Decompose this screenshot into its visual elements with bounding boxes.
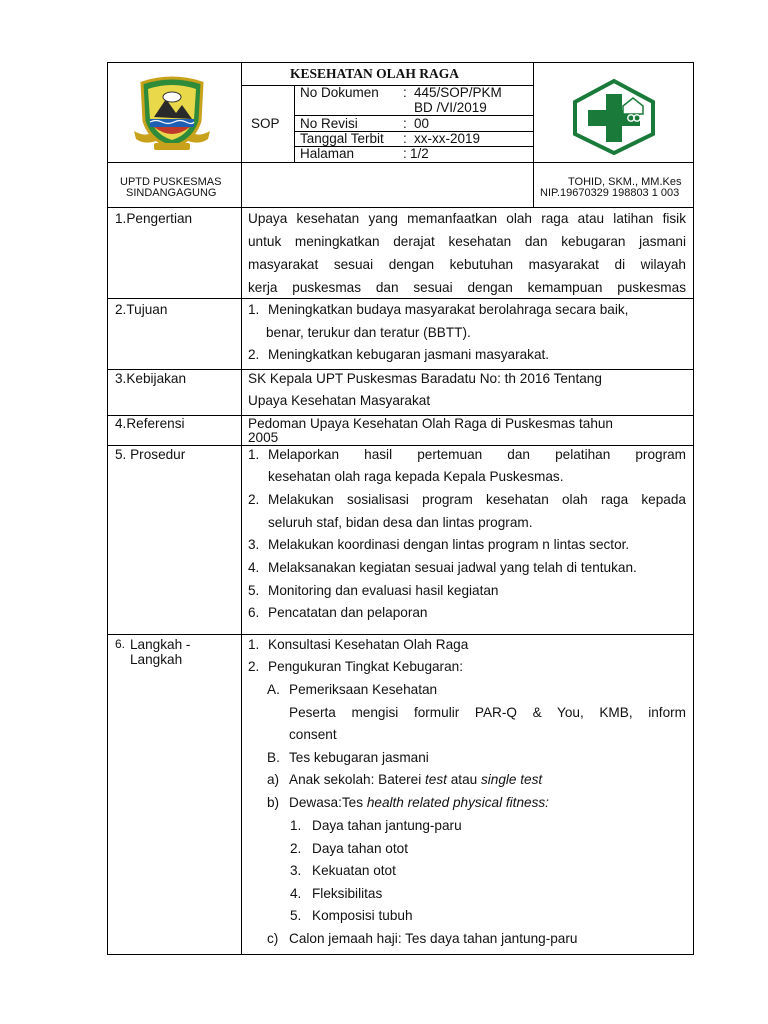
field-label-halaman: Halaman <box>300 146 355 161</box>
section-label-langkah: Langkah - <box>130 637 191 652</box>
field-value-tanggal-terbit: xx-xx-2019 <box>414 131 481 146</box>
kebijakan-line: SK Kepala UPT Puskesmas Baradatu No: th 2016 Tentang <box>248 371 602 386</box>
fitness-item: Fleksibilitas <box>312 886 383 901</box>
langkah-sub: Tes kebugaran jasmani <box>289 750 429 765</box>
tujuan-item-cont: benar, terukur dan teratur (BBTT). <box>266 325 471 340</box>
grid-line <box>107 445 694 446</box>
prosedur-item-num: 5. <box>248 583 260 598</box>
text-run: atau <box>446 772 481 787</box>
prosedur-item: Melakukan sosialisasi program kesehatan olah raga kepada <box>268 492 686 507</box>
tujuan-item: Meningkatkan budaya masyarakat berolahraga secara baik, <box>268 302 629 317</box>
text-run-italic: test <box>425 772 447 787</box>
section-label-prosedur: 5. Prosedur <box>115 447 186 462</box>
langkah-item: Konsultasi Kesehatan Olah Raga <box>268 637 469 652</box>
field-value-no-dokumen: 445/SOP/PKM <box>414 85 502 100</box>
langkah-sub-anak <box>289 772 542 787</box>
tujuan-item: Meningkatkan kebugaran jasmani masyarakat. <box>268 347 550 362</box>
prosedur-item: Melakukan koordinasi dengan lintas program n lintas sector. <box>268 537 630 552</box>
langkah-sub-dewasa <box>289 795 549 810</box>
prosedur-item-cont: kesehatan olah raga kepada Kepala Puskesmas. <box>268 469 564 484</box>
section-label-kebijakan: 3.Kebijakan <box>115 371 187 386</box>
langkah-sub: Pemeriksaan Kesehatan <box>289 682 438 697</box>
grid-line <box>107 369 694 370</box>
pengertian-line: Upaya kesehatan yang memanfaatkan olah raga atau latihan fisik <box>248 211 686 226</box>
prosedur-item: Melaporkan hasil pertemuan dan pelatihan program <box>268 447 686 462</box>
sop-label: SOP <box>251 116 280 131</box>
tujuan-item-num: 2. <box>248 347 260 362</box>
langkah-sub-num: b) <box>267 795 280 810</box>
grid-line <box>107 162 694 163</box>
prosedur-item-num: 6. <box>248 605 260 620</box>
field-sep: : <box>403 146 407 161</box>
org-name-line1: UPTD PUSKESMAS <box>120 176 222 188</box>
prosedur-item: Melaksanakan kegiatan sesuai jadwal yang telah di tentukan. <box>268 560 637 575</box>
field-sep: : <box>403 131 407 146</box>
field-label-tanggal-terbit: Tanggal Terbit <box>300 131 384 146</box>
langkah-item-num: 2. <box>248 659 260 674</box>
prosedur-item-num: 3. <box>248 537 260 552</box>
text-run-italic: health related physical fitness: <box>366 795 549 810</box>
prosedur-item: Monitoring dan evaluasi hasil kegiatan <box>268 583 499 598</box>
grid-line <box>107 634 694 635</box>
langkah-sub-num: A. <box>267 682 280 697</box>
text-run-italic: single test <box>480 772 543 787</box>
field-label-no-revisi: No Revisi <box>300 116 358 131</box>
section-label-num: 6. <box>115 637 126 651</box>
kebijakan-line: Upaya Kesehatan Masyarakat <box>248 393 431 408</box>
signer-name: TOHID, SKM., MM.Kes <box>568 176 682 188</box>
text-run: Dewasa:Tes <box>289 795 367 810</box>
prosedur-item-num: 2. <box>248 492 260 507</box>
fitness-item: Daya tahan otot <box>312 841 408 856</box>
fitness-item: Kekuatan otot <box>312 863 396 878</box>
field-value-no-revisi: 00 <box>414 116 430 131</box>
fitness-item-num: 4. <box>290 886 302 901</box>
langkah-sub-num: B. <box>267 750 280 765</box>
grid-line <box>294 85 295 162</box>
langkah-sub-desc-cont: consent <box>289 727 337 742</box>
prosedur-item-num: 4. <box>248 560 260 575</box>
org-name-line2: SINDANGAGUNG <box>126 187 217 199</box>
fitness-item-num: 1. <box>290 818 302 833</box>
section-label-tujuan: 2.Tujuan <box>115 302 168 317</box>
field-sep: : <box>403 116 407 131</box>
fitness-item-num: 3. <box>290 863 302 878</box>
fitness-item: Komposisi tubuh <box>312 908 413 923</box>
section-label-referensi: 4.Referensi <box>115 416 185 431</box>
langkah-sub-desc: Peserta mengisi formulir PAR-Q & You, KMB, inform <box>289 705 686 720</box>
pengertian-line: untuk meningkatkan derajat kesehatan dan kebugaran jasmani <box>248 234 686 249</box>
section-label-pengertian: 1.Pengertian <box>115 211 193 226</box>
text-run: Anak sekolah: Baterei <box>289 772 426 787</box>
regional-crest-icon <box>132 75 212 155</box>
field-sep: : <box>403 85 407 100</box>
prosedur-item-cont: seluruh staf, bidan desa dan lintas program. <box>268 515 533 530</box>
langkah-sub-num: c) <box>267 931 279 946</box>
puskesmas-logo-icon <box>571 78 657 156</box>
field-label-no-dokumen: No Dokumen <box>300 85 379 100</box>
langkah-sub-haji: Calon jemaah haji: Tes daya tahan jantung-paru <box>289 931 578 946</box>
grid-line <box>107 207 694 208</box>
pengertian-line: kerja puskesmas dan sesuai dengan kemampuan puskesmas <box>248 280 686 295</box>
prosedur-item-num: 1. <box>248 447 260 462</box>
langkah-item: Pengukuran Tingkat Kebugaran: <box>268 659 463 674</box>
grid-line <box>533 62 534 207</box>
fitness-item-num: 2. <box>290 841 302 856</box>
langkah-sub-num: a) <box>267 772 280 787</box>
fitness-item: Daya tahan jantung-paru <box>312 818 462 833</box>
langkah-item-num: 1. <box>248 637 260 652</box>
pengertian-line: masyarakat sesuai dengan kebutuhan masyarakat di wilayah <box>248 257 686 272</box>
document-title: KESEHATAN OLAH RAGA <box>290 66 460 81</box>
field-value-no-dokumen-line2: BD /VI/2019 <box>414 100 487 115</box>
signer-nip: NIP.19670329 198803 1 003 <box>540 187 680 199</box>
referensi-line: 2005 <box>248 430 279 445</box>
grid-line <box>241 62 242 207</box>
field-value-halaman: 1/2 <box>410 146 429 161</box>
grid-line <box>241 207 242 955</box>
grid-line <box>107 298 694 299</box>
prosedur-item: Pencatatan dan pelaporan <box>268 605 428 620</box>
section-label-langkah-cont: Langkah <box>130 652 183 667</box>
tujuan-item-num: 1. <box>248 302 260 317</box>
referensi-line: Pedoman Upaya Kesehatan Olah Raga di Puskesmas tahun <box>248 416 613 431</box>
fitness-item-num: 5. <box>290 908 302 923</box>
